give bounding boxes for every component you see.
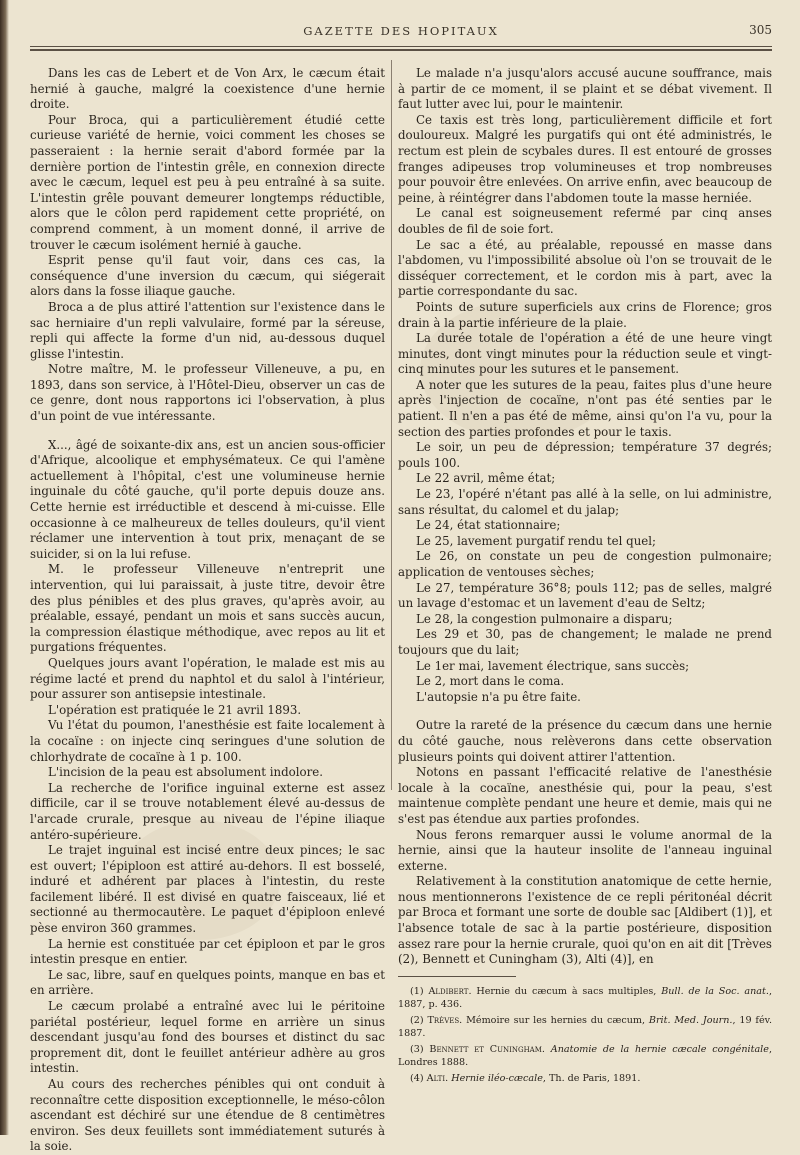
footnote-rest: , Londres 1888. — [398, 1043, 772, 1068]
paragraph: Esprit pense qu'il faut voir, dans ces cas, la conséquence d'une inversion du cæcum, qui siégerait alors dans la fosse iliaque gauche. — [30, 253, 385, 299]
paragraph: Outre la rareté de la présence du cæcum dans une hernie du côté gauche, nous relèverons dans cette observation plusieurs points qui doivent attirer l'attention. — [398, 718, 772, 764]
footnotes — [398, 985, 772, 1085]
footnote-number: (2) — [410, 1014, 424, 1026]
paragraph: L'autopsie n'a pu être faite. — [416, 689, 581, 704]
footnote — [398, 1043, 772, 1069]
footnote-journal: Bull. de la Soc. anat. — [661, 985, 769, 997]
footnote-journal: Anatomie de la hernie cæcale congénitale — [550, 1043, 769, 1055]
footnote-number: (1) — [410, 985, 424, 997]
paragraph: Points de suture superficiels aux crins de Florence; gros drain à la partie inférieure de la plaie. — [398, 299, 772, 330]
paragraph: Broca a de plus attiré l'attention sur l'existence dans le sac herniaire d'un repli valvulaire, formé par la séreuse, repli qui affecte la forme d'un nid, au-dessous duquel glisse l'intestin. — [30, 299, 385, 361]
paragraph: Le 22 avril, même état; — [416, 471, 556, 486]
paragraph: Le canal est soigneusement refermé par cinq anses doubles de fil de soie fort. — [398, 206, 772, 236]
paragraph: Le 24, état stationnaire; — [416, 518, 561, 533]
footnote — [398, 1072, 772, 1085]
footnote-author: Aldibert. — [428, 985, 472, 997]
footnote-author: Trèves. — [427, 1014, 463, 1026]
right-column — [398, 66, 772, 1121]
paragraph: Le 26, on constate un peu de congestion pulmonaire; application de ventouses sèches; — [398, 549, 772, 579]
page-header — [30, 18, 772, 42]
footnote — [398, 985, 772, 1011]
paragraph: Notre maître, M. le professeur Villeneuve, a pu, en 1893, dans son service, à l'Hôtel-Dieu, observer un cas de ce genre, dont nous rapportons ici l'observation, à plus d'un point de vue intéressante. — [30, 362, 385, 424]
left-column — [30, 66, 385, 1154]
paragraph: Le 27, température 36°8; pouls 112; pas de selles, malgré un lavage d'estomac et un lavement d'eau de Seltz; — [398, 580, 772, 611]
footnote — [398, 1014, 772, 1040]
paragraph: Pour Broca, qui a particulièrement étudié cette curieuse variété de hernie, voici comment les choses se passeraient : la hernie serait d'abord formée par la dernière portion de l'intestin grêle, en connexion directe avec le cæcum, lequel est peu à peu entraîné à sa suite. L'intestin grêle pouvant demeurer longtemps réductible, alors que le côlon perd rapidement cette propriété, on comprend comment, à un moment donné, il arrive de trouver le cæcum isolément hernié à gauche. — [30, 112, 385, 252]
book-spine-shadow — [0, 0, 9, 1135]
footnote-author: Alti. — [426, 1072, 449, 1084]
column-separator — [391, 60, 392, 790]
paragraph: L'opération est pratiquée le 21 avril 1893. — [48, 702, 302, 717]
paragraph: Notons en passant l'efficacité relative de l'anesthésie locale à la cocaïne, anesthésie qui, pour la peau, s'est maintenue complète pendant une heure et demie, mais qui ne s'est pas étendue aux parties profondes. — [398, 765, 772, 826]
paragraph: Au cours des recherches pénibles qui ont conduit à reconnaître cette disposition exceptionnelle, le méso-côlon ascendant est déchiré sur une étendue de 8 centimètres environ. Ses deux feuillets sont immédiatement suturés à la soie. — [30, 1077, 385, 1154]
paragraph: Le soir, un peu de dépression; température 37 degrés; pouls 100. — [398, 440, 772, 470]
header-rule-thick — [30, 49, 772, 51]
paragraph: Les 29 et 30, pas de changement; le malade ne prend toujours que du lait; — [398, 627, 772, 657]
footnote-journal: Brit. Med. Journ. — [648, 1014, 733, 1026]
paragraph: Quelques jours avant l'opération, le malade est mis au régime lacté et prend du naphtol et du salol à l'intérieur, pour assurer son antisepsie intestinale. — [30, 655, 385, 702]
paragraph: X..., âgé de soixante-dix ans, est un ancien sous-officier d'Afrique, alcoolique et emphysémateux. Ce qui l'amène actuellement à l'hôpital, c'est une volumineuse hernie inguinale du côté gauche, qu'il porte depuis douze ans. Cette hernie est irréductible et descend à mi-cuisse. Elle occasionne à ce malheureux de telles douleurs, qu'il vient réclamer une intervention à tout prix, menaçant de se suicider, si on la lui refuse. — [30, 437, 385, 561]
paragraph: Nous ferons remarquer aussi le volume anormal de la hernie, ainsi que la hauteur insolite de l'anneau inguinal externe. — [398, 827, 772, 873]
footnote-author: Bennett et Cuningham. — [429, 1043, 545, 1055]
footnote-text: Hernie du cæcum à sacs multiples, — [471, 985, 662, 997]
paragraph: Le sac, libre, sauf en quelques points, manque en bas et en arrière. — [30, 967, 385, 998]
paragraph: Le 25, lavement purgatif rendu tel quel; — [416, 533, 657, 548]
header-rule — [30, 46, 772, 47]
paragraph: La durée totale de l'opération a été de une heure vingt minutes, dont vingt minutes pour la réduction seule et vingt-cinq minutes pour les sutures et le pansement. — [398, 331, 772, 377]
page-number: 305 — [749, 23, 772, 37]
footnote-rest: , 19 fév. 1887. — [398, 1014, 772, 1039]
paragraph: Relativement à la constitution anatomique de cette hernie, nous mentionnerons l'existence de ce repli péritonéal décrit par Broca et formant une sorte de double sac [Aldibert (1)], et l'absence totale de sac à la partie postérieure, disposition assez rare pour la hernie crurale, quoi qu'on en ait dit [Trèves (2), Bennett et Cuningham (3), Alti (4)], en — [398, 874, 772, 967]
running-title: GAZETTE DES HOPITAUX — [303, 24, 499, 38]
paragraph: Dans les cas de Lebert et de Von Arx, le cæcum était hernié à gauche, malgré la coexistence d'une hernie droite. — [30, 66, 385, 112]
paragraph: Le malade n'a jusqu'alors accusé aucune souffrance, mais à partir de ce moment, il se plaint et se débat vivement. Il faut lutter avec lui, pour le maintenir. — [398, 66, 772, 112]
paragraph: Le cæcum prolabé a entraîné avec lui le péritoine pariétal postérieur, lequel forme en arrière un sinus descendant jusqu'au fond des bourses et distinct du sac proprement dit, dont le feuillet antérieur adhère au gros intestin. — [30, 999, 385, 1076]
footnote-journal: Hernie iléo-cæcale — [451, 1072, 543, 1084]
footnote-text: Mémoire sur les hernies du cæcum, — [462, 1014, 649, 1026]
paragraph: Le trajet inguinal est incisé entre deux pinces; le sac est ouvert; l'épiploon est attiré au-dehors. Il est bosselé, induré et adhérent par places à l'intestin, du reste facilement libéré. Il est divisé en quatre faisceaux, lié et sectionné au thermocautère. Le paquet d'épiploon enlevé pèse environ 360 grammes. — [30, 843, 385, 936]
footnote-rule — [398, 976, 516, 977]
paragraph: Le 2, mort dans le coma. — [416, 674, 565, 689]
paragraph: A noter que les sutures de la peau, faites plus d'une heure après l'injection de cocaïne, n'ont pas été senties par le patient. Il n'en a pas été de même, ainsi qu'on l'a vu, pour la section des parties profondes et pour le taxis. — [398, 377, 772, 439]
footnote-rest: , Th. de Paris, 1891. — [542, 1072, 641, 1084]
footnote-number: (3) — [410, 1043, 424, 1055]
paragraph: Le 28, la congestion pulmonaire a disparu; — [416, 611, 673, 626]
paragraph: L'incision de la peau est absolument indolore. — [48, 765, 324, 780]
paragraph: Ce taxis est très long, particulièrement difficile et fort douloureux. Malgré les purgatifs qui ont été administrés, le rectum est plein de scybales dures. Il est entouré de grosses franges adipeuses trop volumineuses et trop nombreuses pour pouvoir être enlevées. On arrive enfin, avec beaucoup de peine, à réintégrer dans l'abdomen toute la masse herniée. — [398, 112, 772, 205]
paragraph: M. le professeur Villeneuve n'entreprit une intervention, qui lui paraissait, à juste titre, devoir être des plus pénibles et des plus graves, qu'après avoir, au préalable, essayé, pendant un mois et sans succès aucun, la compression élastique méthodique, avec repos au lit et purgations fréquentes. — [30, 562, 385, 655]
footnote-rest: , 1887, p. 436. — [398, 985, 772, 1010]
footnote-number: (4) — [410, 1072, 424, 1084]
paragraph: Le sac a été, au préalable, repoussé en masse dans l'abdomen, vu l'impossibilité absolue où l'on se trouvait de le disséquer correctement, et le cordon mis à part, avec la partie correspondante du sac. — [398, 237, 772, 299]
paragraph: Le 1er mai, lavement électrique, sans succès; — [416, 658, 690, 673]
paragraph: Le 23, l'opéré n'étant pas allé à la selle, on lui administre, sans résultat, du calomel et du jalap; — [398, 487, 772, 517]
paragraph: La recherche de l'orifice inguinal externe est assez difficile, car il se trouve notablement élevé au-dessus de l'arcade crurale, presque au niveau de l'épine iliaque antéro-supérieure. — [30, 780, 385, 842]
paragraph: Vu l'état du poumon, l'anesthésie est faite localement à la cocaïne : on injecte cinq seringues d'une solution de chlorhydrate de cocaïne à 1 p. 100. — [30, 718, 385, 764]
paragraph: La hernie est constituée par cet épiploon et par le gros intestin presque en entier. — [30, 936, 385, 967]
